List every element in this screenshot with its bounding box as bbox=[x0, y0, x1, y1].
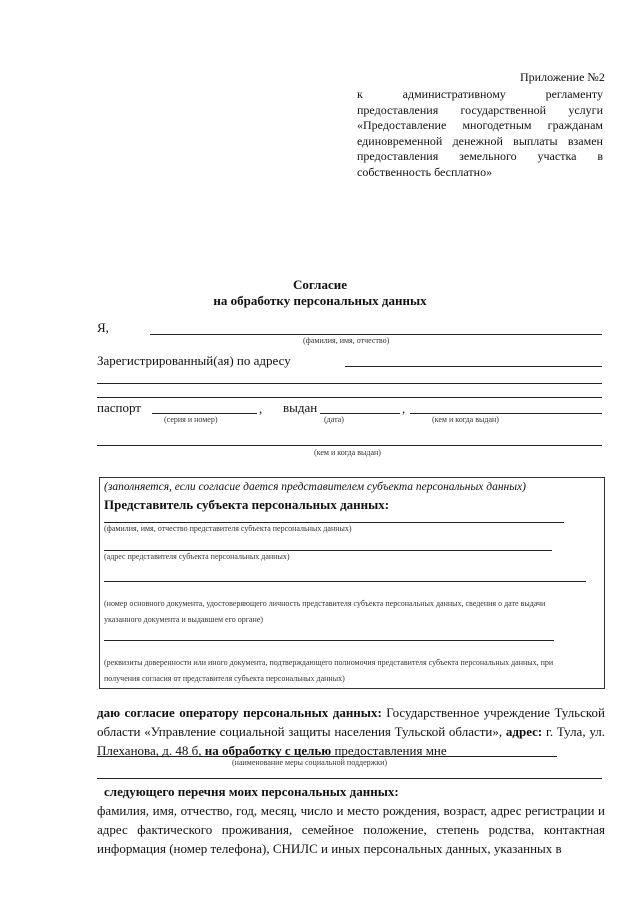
fio-field-line[interactable] bbox=[150, 334, 602, 335]
representative-note: (заполняется, если согласие дается представителем субъекта персональных данных) bbox=[104, 481, 526, 493]
consent-address-text: г. Тула, ул. Плеханова, д. 48 б, bbox=[97, 724, 605, 758]
rep-proxy-line[interactable] bbox=[104, 640, 554, 641]
consent-bold-operator: даю согласие оператору персональных данных: bbox=[97, 705, 382, 720]
appendix-line bbox=[357, 149, 603, 164]
appendix-title: Приложение №2 bbox=[520, 70, 605, 84]
appendix-word: выплаты bbox=[513, 133, 558, 148]
appendix-line bbox=[357, 87, 603, 102]
appendix-word: услуги bbox=[568, 102, 603, 117]
appendix-word: предоставления bbox=[357, 102, 439, 117]
series-caption: (серия и номер) bbox=[164, 415, 218, 424]
who-when-caption: (кем и когда выдан) bbox=[432, 415, 499, 424]
appendix-line bbox=[357, 118, 603, 133]
comma-2: , bbox=[402, 401, 406, 416]
measure-line-2[interactable] bbox=[97, 778, 602, 779]
rep-fio-caption: (фамилия, имя, отчество представителя субъекта персональных данных) bbox=[104, 524, 352, 533]
passport-issuer-line[interactable] bbox=[410, 413, 602, 414]
ya-label: Я, bbox=[97, 320, 109, 335]
appendix-word: регламенту bbox=[545, 87, 603, 101]
appendix-word: участка bbox=[537, 149, 577, 163]
heading-subtitle: на обработку персональных данных bbox=[213, 293, 427, 308]
appendix-word: многодетным bbox=[462, 118, 532, 132]
comma-1: , bbox=[259, 401, 263, 416]
consent-paragraph bbox=[97, 703, 605, 760]
appendix-word: денежной bbox=[452, 133, 503, 148]
rep-document-caption-1: (номер основного документа, удостоверяющего личность представителя субъекта персональных данных, сведения о дате выдачи bbox=[104, 599, 546, 608]
appendix-word: собственность бесплатно» bbox=[357, 164, 493, 179]
appendix-word: к bbox=[357, 87, 363, 101]
address-field-line-1[interactable] bbox=[345, 366, 602, 367]
rep-fio-line[interactable] bbox=[104, 522, 564, 523]
representative-title: Представитель субъекта персональных данных: bbox=[104, 497, 390, 512]
rep-document-caption-2: указанного документа и выдавшем его органе) bbox=[104, 615, 264, 624]
passport-issuer-line-2[interactable] bbox=[97, 445, 602, 446]
rep-proxy-caption-1: (реквизиты доверенности или иного документа, подтверждающего полномочия представителя субъекта персональных данных, при bbox=[104, 658, 554, 667]
consent-purpose-text: предоставления мне bbox=[331, 743, 447, 758]
consent-bold-address: адрес: bbox=[502, 724, 543, 739]
rep-document-line[interactable] bbox=[104, 581, 586, 582]
appendix-word: «Предоставление bbox=[357, 118, 447, 132]
appendix-line bbox=[357, 165, 492, 180]
appendix-word: в bbox=[597, 149, 603, 163]
consent-bold-purpose: на обработку с целью bbox=[201, 743, 332, 758]
issued-label: выдан bbox=[283, 400, 318, 415]
appendix-word: взамен bbox=[567, 133, 603, 148]
appendix-word: земельного bbox=[459, 149, 517, 163]
measure-line[interactable] bbox=[97, 756, 557, 757]
appendix-word: единовременной bbox=[357, 133, 443, 148]
who-when-caption-2: (кем и когда выдан) bbox=[314, 448, 381, 457]
passport-date-line[interactable] bbox=[320, 413, 400, 414]
heading-title: Согласие bbox=[293, 277, 347, 292]
registered-label: Зарегистрированный(ая) по адресу bbox=[97, 353, 291, 368]
list-title: следующего перечня моих персональных данных: bbox=[104, 784, 399, 799]
appendix-word: административному bbox=[402, 87, 506, 101]
consent-operator-text: Государственное учреждение Тульской области «Управление социальной защиты населения Тульской области», bbox=[97, 705, 605, 739]
date-caption: (дата) bbox=[324, 415, 344, 424]
appendix-word: государственной bbox=[460, 102, 547, 117]
address-field-line-2[interactable] bbox=[97, 383, 602, 384]
passport-label: паспорт bbox=[97, 400, 141, 415]
fio-caption: (фамилия, имя, отчество) bbox=[303, 336, 390, 345]
list-body: фамилия, имя, отчество, год, месяц, число и место рождения, возраст, адрес регистрации и адрес фактического проживания, семейное положение, степень родства, контактная информация (номер телефона), СНИЛС и иных персональных данных, указанных в bbox=[97, 803, 605, 856]
address-field-line-3[interactable] bbox=[97, 397, 602, 398]
appendix-word: гражданам bbox=[547, 118, 603, 132]
rep-address-line[interactable] bbox=[104, 550, 552, 551]
appendix-line bbox=[357, 134, 603, 149]
passport-series-line[interactable] bbox=[152, 413, 257, 414]
appendix-line bbox=[357, 103, 603, 118]
representative-box bbox=[99, 477, 605, 689]
rep-proxy-caption-2: получения согласия от представителя субъекта персональных данных) bbox=[104, 674, 345, 683]
rep-address-caption: (адрес представителя субъекта персональных данных) bbox=[104, 552, 290, 561]
appendix-word: предоставления bbox=[357, 149, 439, 163]
measure-caption: (наименование меры социальной поддержки) bbox=[232, 758, 388, 767]
